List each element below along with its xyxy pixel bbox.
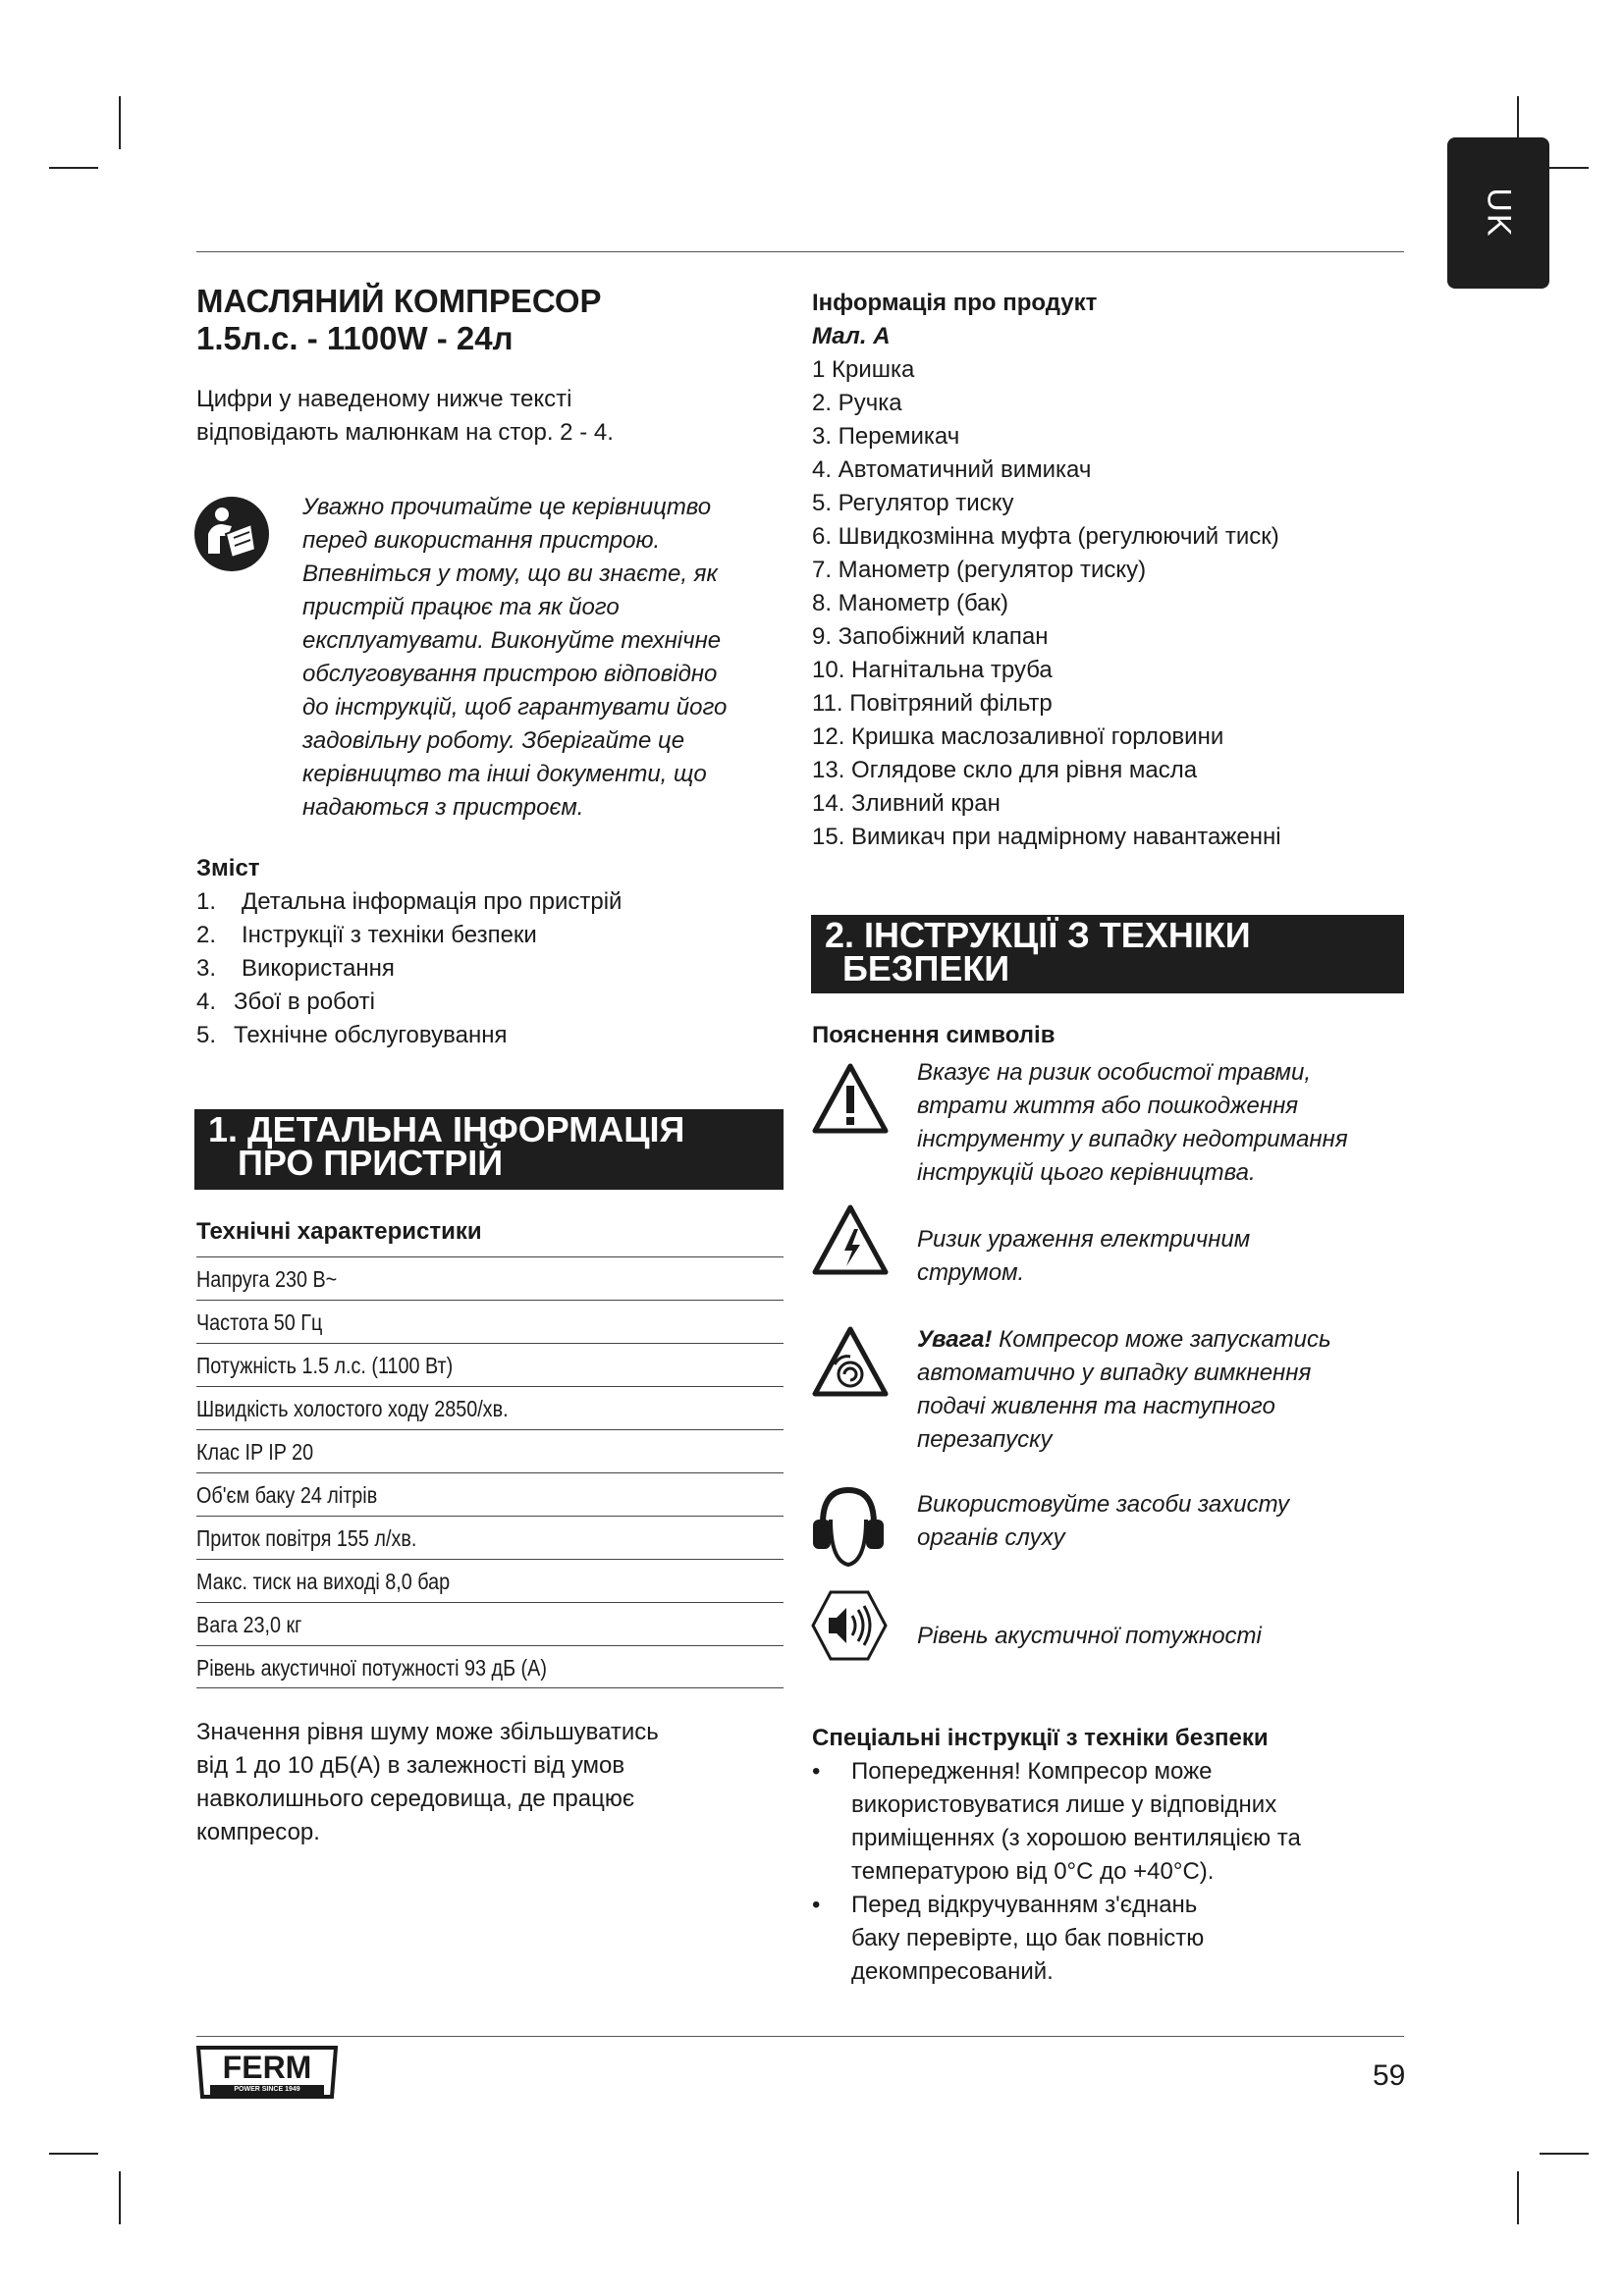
contents-item: 1. Детальна інформація про пристрій <box>196 888 623 915</box>
spec-row: Вага 23,0 кг <box>196 1602 784 1645</box>
spec-row: Клас IP IP 20 <box>196 1429 784 1472</box>
spec-row: Потужність 1.5 л.с. (1100 Вт) <box>196 1343 784 1386</box>
specs-heading: Технічні характеристики <box>196 1218 482 1245</box>
sound-power-icon <box>811 1588 888 1663</box>
crop-mark <box>49 167 98 169</box>
section-2-heading: 2. ІНСТРУКЦІЇ З ТЕХНІКИ БЕЗПЕКИ <box>811 915 1404 993</box>
crop-mark <box>119 96 121 149</box>
intro-text: Цифри у наведеному нижче тексті відповідають малюнкам на стор. 2 - 4. <box>196 386 614 446</box>
parts-list-item: 5. Регулятор тиску <box>812 490 1014 516</box>
parts-list <box>812 353 1411 854</box>
crop-mark <box>1540 2153 1589 2155</box>
symbol-description: Ризик ураження електричним струмом. <box>917 1226 1251 1286</box>
parts-list-item: 6. Швидкозмінна муфта (регулюючий тиск) <box>812 523 1279 550</box>
symbol-description: Рівень акустичної потужності <box>917 1623 1262 1649</box>
spec-row: Напруга 230 В~ <box>196 1256 784 1300</box>
symbol-description: Увага! Компресор може запускатись автоматично у випадку вимкнення подачі живлення та наступного перезапуску <box>917 1326 1331 1453</box>
spec-row: Макс. тиск на виході 8,0 бар <box>196 1559 784 1602</box>
spec-row: Об'єм баку 24 літрів <box>196 1472 784 1516</box>
logo-text: FERM <box>222 2050 312 2085</box>
crop-mark <box>119 2171 121 2224</box>
parts-list-item: 7. Манометр (регулятор тиску) <box>812 557 1147 583</box>
read-manual-icon <box>192 495 271 573</box>
safety-bullets <box>812 1755 1411 1989</box>
figure-label: Мал. А <box>812 323 891 349</box>
spec-row: Приток повітря 155 л/хв. <box>196 1516 784 1559</box>
product-info-heading: Інформація про продукт <box>812 290 1098 316</box>
special-safety-heading: Спеціальні інструкції з техніки безпеки <box>812 1725 1269 1751</box>
header-rule <box>196 251 1404 252</box>
electric-shock-icon <box>811 1203 890 1278</box>
auto-start-icon <box>811 1325 890 1400</box>
safety-bullet: • Перед відкручуванням з'єднань баку перевірте, що бак повністю декомпресований. <box>812 1892 1205 1985</box>
symbol-description: Використовуйте засоби захисту органів слуху <box>917 1491 1290 1551</box>
contents <box>196 852 785 1052</box>
parts-list-item: 10. Нагнітальна труба <box>812 657 1053 683</box>
contents-item: 3. Використання <box>196 955 395 982</box>
language-tab <box>1447 137 1549 289</box>
ear-protection-icon <box>809 1484 888 1569</box>
crop-mark <box>1517 2171 1519 2224</box>
section-1-heading: 1. ДЕТАЛЬНА ІНФОРМАЦІЯ ПРО ПРИСТРІЙ <box>194 1109 784 1190</box>
parts-list-item: 14. Зливний кран <box>812 790 1001 817</box>
page-title: МАСЛЯНИЙ КОМПРЕСОР <box>196 283 602 319</box>
safety-bullet: • Попередження! Компресор може використовуватися лише у відповідних приміщеннях (з хорошою вентиляцією та температурою від 0°C до +40°C). <box>812 1758 1301 1885</box>
parts-list-item: 2. Ручка <box>812 390 902 416</box>
crop-mark <box>49 2153 98 2155</box>
special-safety <box>812 1722 1411 1989</box>
page-number: 59 <box>1373 2059 1406 2092</box>
parts-list-item: 4. Автоматичний вимикач <box>812 456 1092 483</box>
noise-note: Значення рівня шуму може збільшуватись від 1 до 10 дБ(А) в залежності від умов навколишнього середовища, де працює компресор. <box>196 1719 659 1845</box>
manual-note: Уважно прочитайте це керівництво перед використання пристрою. Впевніться у тому, що ви знаєте, як пристрій працює та як його експлуатувати. Виконуйте технічне обслуговування пристрою відповідно до інструкцій, щоб гарантувати його задовільну роботу. Зберігайте це керівництво та інші документи, що надаються з пристроєм. <box>302 494 728 821</box>
warning-triangle-icon <box>811 1062 890 1137</box>
ferm-logo <box>194 2042 340 2103</box>
contents-item: 4. Збої в роботі <box>196 988 375 1015</box>
parts-list-item: 9. Запобіжний клапан <box>812 623 1049 650</box>
symbols-heading: Пояснення символів <box>812 1022 1056 1048</box>
warning-label: Увага! <box>917 1326 993 1353</box>
footer-rule <box>196 2036 1404 2037</box>
parts-list-item: 1 Кришка <box>812 356 915 383</box>
page-subtitle: 1.5л.с. - 1100W - 24л <box>196 320 514 356</box>
parts-list-item: 3. Перемикач <box>812 423 960 450</box>
spec-row: Рівень акустичної потужності 93 дБ (А) <box>196 1645 784 1688</box>
logo-tagline: POWER SINCE 1949 <box>234 2086 300 2093</box>
parts-list-item: 13. Оглядове скло для рівня масла <box>812 757 1198 783</box>
spec-row: Швидкість холостого ходу 2850/хв. <box>196 1386 784 1429</box>
symbol-description: Вказує на ризик особистої травми, втрати життя або пошкодження інструменту у випадку недотримання інструкцій цього керівництва. <box>917 1059 1348 1186</box>
parts-list-item: 15. Вимикач при надмірному навантаженні <box>812 824 1281 850</box>
parts-list-item: 8. Манометр (бак) <box>812 590 1008 616</box>
product-info <box>812 287 1411 854</box>
parts-list-item: 11. Повітряний фільтр <box>812 690 1053 717</box>
left-column <box>196 283 795 450</box>
contents-item: 5. Технічне обслуговування <box>196 1022 508 1048</box>
language-tab-label: UK <box>1480 187 1518 239</box>
contents-heading: Зміст <box>196 855 260 881</box>
specs-table <box>196 1256 784 1688</box>
spec-row: Частота 50 Гц <box>196 1300 784 1343</box>
contents-item: 2. Інструкції з техніки безпеки <box>196 922 537 948</box>
parts-list-item: 12. Кришка маслозаливної горловини <box>812 723 1224 750</box>
